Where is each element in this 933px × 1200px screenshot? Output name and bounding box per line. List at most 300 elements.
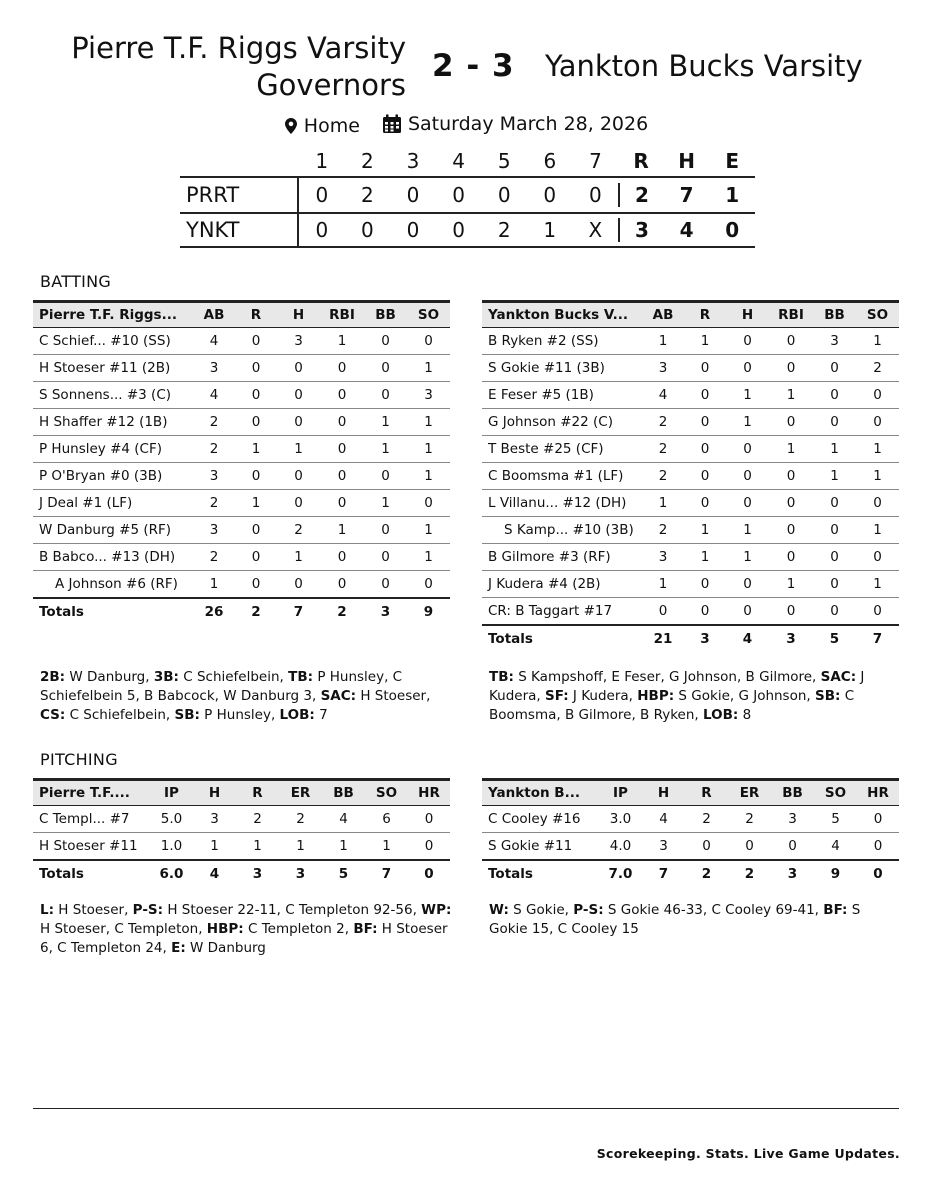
game-meta [0,113,933,139]
stat-value: 4 [642,806,685,833]
home-pitching-table [33,778,450,887]
pitching-section-title: PITCHING [40,750,118,769]
stat-value: 0 [813,571,856,598]
table-row [482,544,899,571]
totals-value: 0 [408,860,450,887]
stat-value: 4 [322,806,365,833]
totals-value: 3 [236,860,279,887]
note-value: W Danburg, [65,669,154,685]
inning-score: 0 [361,218,374,242]
totals-value: 7.0 [599,860,642,887]
stat-table-head [482,302,899,328]
stat-column-header: R [684,302,726,328]
stat-value: 1 [320,517,364,544]
stat-table-head [33,780,450,806]
note-key: WP: [421,902,452,918]
stat-value: 0 [856,490,899,517]
totals-label: Totals [33,598,193,625]
stat-value: 2 [236,806,279,833]
stat-value: 3 [193,806,236,833]
stat-value: 0 [235,517,277,544]
stat-value: 1 [364,409,407,436]
table-row [482,517,899,544]
totals-value: 2 [235,598,277,625]
table-row [33,571,450,598]
rhe-header: E [725,149,740,173]
stat-value: 1 [407,355,450,382]
stat-value: 0 [769,463,813,490]
rhe-value: 0 [725,218,740,242]
stat-value: 1 [407,409,450,436]
totals-value: 2 [728,860,771,887]
stat-value: 1 [277,544,320,571]
note-value: J Kudera, [568,688,638,704]
stat-value: 6 [365,806,408,833]
note-value: C Schiefelbein, [65,707,175,723]
inning-header: 1 [315,149,329,173]
stat-table-body [482,806,899,887]
totals-value: 4 [193,860,236,887]
stat-value: 1 [769,436,813,463]
footer-tagline: Scorekeeping. Stats. Live Game Updates. [596,1146,900,1161]
totals-row [33,860,450,887]
stat-value: 0 [726,328,769,355]
player-name: C Schief... #10 (SS) [33,328,193,355]
totals-value: 3 [771,860,814,887]
stat-value: 1 [193,571,235,598]
player-name: L Villanu... #12 (DH) [482,490,642,517]
table-row [33,517,450,544]
location [285,115,360,137]
stat-value: 0 [813,409,856,436]
stat-column-header: ER [728,780,771,806]
stat-value: 1 [726,382,769,409]
stat-value: 0 [407,571,450,598]
stat-value: 3 [813,328,856,355]
inning-header: 2 [361,149,374,173]
player-name: H Stoeser #11 [33,833,150,860]
stat-value: 0 [320,490,364,517]
stat-value: 1 [277,436,320,463]
totals-value: 4 [726,625,769,652]
totals-value: 5 [322,860,365,887]
stat-value: 3 [642,833,685,860]
stat-column-header: H [277,302,320,328]
stat-column-header: BB [771,780,814,806]
stat-value: 0 [364,571,407,598]
stat-value: 0 [684,571,726,598]
stat-value: 1 [365,833,408,860]
away-team-name: Yankton Bucks Varsity [545,49,863,83]
stat-value: 4 [193,328,235,355]
stat-value: 0 [728,833,771,860]
stat-column-header: H [642,780,685,806]
stat-table [33,778,450,887]
rhe-value: 4 [679,218,694,242]
table-row [33,833,450,860]
note-key: SAC: [820,669,857,685]
stat-value: 0 [364,463,407,490]
note-value: S Gokie 15, C Cooley 15 [489,902,861,937]
stat-value: 0 [857,806,899,833]
note-value: C Templeton 2, [243,921,354,937]
table-row [33,355,450,382]
note-value: H Stoeser 22-11, C Templeton 92-56, [163,902,422,918]
date-text: Saturday March 28, 2026 [407,113,649,135]
player-name: C Templ... #7 [33,806,150,833]
note-key: 3B: [153,669,179,685]
stat-column-header: ER [279,780,322,806]
player-name: B Ryken #2 (SS) [482,328,642,355]
stat-value: 1 [407,436,450,463]
stat-column-header: BB [364,302,407,328]
stat-value: 0 [320,355,364,382]
table-row [482,571,899,598]
stat-value: 0 [408,806,450,833]
table-row [482,806,899,833]
stat-value: 0 [771,833,814,860]
stat-value: 1 [856,328,899,355]
stat-column-header: BB [322,780,365,806]
note-value: S Kampshoff, E Feser, G Johnson, B Gilmore, [513,669,821,685]
stat-value: 1 [235,490,277,517]
stat-value: 0 [235,544,277,571]
header-row [33,780,450,806]
totals-value: 2 [320,598,364,625]
totals-row [482,860,899,887]
stat-value: 0 [235,355,277,382]
table-row [482,409,899,436]
stat-column-header: R [685,780,728,806]
note-key: E: [171,940,186,956]
stat-value: 1 [684,517,726,544]
home-batting-notes [40,668,450,725]
stat-value: 0 [277,409,320,436]
stat-value: 0 [364,355,407,382]
table-row [482,490,899,517]
note-key: HBP: [637,688,675,704]
totals-label: Totals [482,625,642,652]
stat-value: 0 [277,355,320,382]
stat-table-head [482,780,899,806]
table-row [33,409,450,436]
stat-value: 0 [235,382,277,409]
stat-value: 1 [279,833,322,860]
stat-value: 0 [407,490,450,517]
stat-column-header: IP [599,780,642,806]
player-name: T Beste #25 (CF) [482,436,642,463]
note-value: 7 [314,707,328,723]
stat-value: 0 [277,463,320,490]
note-key: SF: [545,688,569,704]
stat-table-body [33,806,450,887]
totals-row [33,598,450,625]
inning-score: 2 [497,218,511,242]
stat-value: 1 [813,436,856,463]
stat-value: 0 [364,544,407,571]
away-pitching-notes [489,901,899,939]
stat-table [33,300,450,625]
map-pin-icon [285,118,297,134]
stat-value: 0 [857,833,899,860]
stat-value: 1 [322,833,365,860]
stat-value: 1.0 [150,833,193,860]
stat-value: 3 [642,355,684,382]
totals-label: Totals [482,860,599,887]
calendar-icon [382,114,402,134]
stat-value: 1 [320,328,364,355]
stat-value: 0 [685,833,728,860]
totals-value: 6.0 [150,860,193,887]
inning-score: 0 [452,218,465,242]
line-score-header [180,146,755,176]
stat-column-header: IP [150,780,193,806]
inning-header: 3 [406,149,420,173]
stat-value: 2 [193,490,235,517]
totals-value: 7 [856,625,899,652]
totals-value: 3 [769,625,813,652]
stat-value: 0 [364,517,407,544]
stat-column-header: RBI [320,302,364,328]
rhe-value: 7 [679,183,694,207]
stat-value: 3 [407,382,450,409]
note-key: SB: [174,707,200,723]
stat-column-header: SO [365,780,408,806]
stat-value: 0 [769,409,813,436]
totals-value: 3 [364,598,407,625]
stat-value: 1 [813,463,856,490]
table-row [482,355,899,382]
player-name: C Cooley #16 [482,806,599,833]
stat-table [482,778,899,887]
stat-value: 0 [642,598,684,625]
stat-value: 0 [684,382,726,409]
home-batting-table [33,300,450,625]
stat-table-body [482,328,899,652]
stat-value: 1 [236,833,279,860]
table-row [33,463,450,490]
stat-column-header: SO [856,302,899,328]
stat-value: 1 [407,517,450,544]
table-row [482,382,899,409]
player-name: J Kudera #4 (2B) [482,571,642,598]
inning-header: 4 [452,149,465,173]
table-row [33,382,450,409]
note-value: H Stoeser, [54,902,133,918]
inning-score: 0 [543,183,557,207]
stat-value: 1 [856,571,899,598]
stat-value: 2 [193,436,235,463]
stat-value: 0 [684,598,726,625]
stat-column-header: AB [642,302,684,328]
stat-value: 0 [235,463,277,490]
stat-value: 1 [856,463,899,490]
player-name: E Feser #5 (1B) [482,382,642,409]
table-row [482,833,899,860]
header-row [482,780,899,806]
stat-value: 4 [642,382,684,409]
inning-header: 5 [497,149,511,173]
home-team-line1: Pierre T.F. Riggs Varsity [71,31,406,65]
stat-value: 0 [813,355,856,382]
stat-column-header: BB [813,302,856,328]
player-name: S Sonnens... #3 (C) [33,382,193,409]
stat-value: 0 [856,382,899,409]
note-key: SB: [815,688,841,704]
table-row [482,436,899,463]
stat-value: 0 [726,463,769,490]
stat-value: 0 [856,544,899,571]
note-value: H Stoeser 6, C Templeton 24, [40,921,448,956]
inning-score: 0 [497,183,511,207]
stat-value: 0 [769,328,813,355]
stat-value: 1 [684,328,726,355]
player-name: P Hunsley #4 (CF) [33,436,193,463]
stat-value: 2 [685,806,728,833]
stat-value: 0 [856,598,899,625]
totals-value: 21 [642,625,684,652]
stat-value: 0 [277,382,320,409]
stat-value: 1 [364,490,407,517]
stat-value: 4 [814,833,857,860]
away-batting-notes [489,668,899,725]
inning-score: 0 [589,183,602,207]
home-pitching-notes [40,901,455,958]
stat-value: 0 [813,598,856,625]
note-value: H Stoeser, [356,688,431,704]
stat-value: 1 [407,463,450,490]
stat-value: 0 [726,571,769,598]
table-row [33,544,450,571]
table-row [482,328,899,355]
inning-score: 0 [315,183,329,207]
stat-value: 0 [277,490,320,517]
home-team-line2: Governors [256,68,406,102]
stat-column-header: AB [193,302,235,328]
totals-value: 0 [857,860,899,887]
stat-value: 4 [193,382,235,409]
stat-value: 3.0 [599,806,642,833]
note-key: BF: [823,902,848,918]
stat-value: 0 [320,544,364,571]
player-name: H Shaffer #12 (1B) [33,409,193,436]
header-row [482,302,899,328]
stat-value: 0 [856,409,899,436]
stat-value: 5 [814,806,857,833]
stat-value: 0 [320,463,364,490]
inning-header: 6 [543,149,557,173]
stat-value: 2 [193,544,235,571]
totals-value: 26 [193,598,235,625]
stat-value: 0 [813,490,856,517]
player-name: G Johnson #22 (C) [482,409,642,436]
note-value: H Stoeser, C Templeton, [40,921,207,937]
stat-value: 0 [320,571,364,598]
stat-column-header: HR [857,780,899,806]
stat-value: 0 [813,382,856,409]
table-row [33,806,450,833]
stat-value: 2 [277,517,320,544]
stat-column-header: R [235,302,277,328]
totals-value: 3 [684,625,726,652]
player-name: H Stoeser #11 (2B) [33,355,193,382]
rhe-header: R [633,149,649,173]
stat-value: 0 [769,490,813,517]
stat-value: 0 [684,409,726,436]
player-name: W Danburg #5 (RF) [33,517,193,544]
stat-table [482,300,899,652]
inning-header: 7 [589,149,602,173]
stat-value: 1 [407,544,450,571]
stat-value: 0 [813,517,856,544]
stat-value: 0 [726,598,769,625]
stat-value: 0 [726,355,769,382]
team-column-header: Pierre T.F.... [33,780,150,806]
final-score: 2 - 3 [432,48,515,84]
stat-value: 4.0 [599,833,642,860]
team-column-header: Yankton Bucks V... [482,302,642,328]
stat-value: 3 [193,463,235,490]
stat-value: 0 [235,571,277,598]
note-value: P Hunsley, [199,707,280,723]
batting-section-title: BATTING [40,272,112,291]
stat-value: 2 [728,806,771,833]
stat-value: 3 [277,328,320,355]
stat-column-header: H [193,780,236,806]
stat-value: 0 [684,355,726,382]
inning-score: 0 [406,218,420,242]
stat-value: 2 [856,355,899,382]
stat-value: 1 [726,517,769,544]
stat-value: 0 [277,571,320,598]
player-name: C Boomsma #1 (LF) [482,463,642,490]
stat-value: 0 [769,517,813,544]
home-team-name [26,30,406,104]
player-name: B Babco... #13 (DH) [33,544,193,571]
stat-value: 0 [726,490,769,517]
line-score-row [180,176,755,212]
rhe-header: H [678,149,696,173]
line-score [180,146,755,248]
table-row [482,598,899,625]
note-value: C Boomsma, B Gilmore, B Ryken, [489,688,855,723]
stat-value: 3 [193,355,235,382]
note-value: S Gokie, [508,902,574,918]
totals-value: 9 [407,598,450,625]
stat-value: 0 [364,328,407,355]
stat-value: 0 [320,409,364,436]
note-key: W: [489,902,509,918]
note-key: CS: [40,707,66,723]
note-key: P-S: [573,902,604,918]
player-name: CR: B Taggart #17 [482,598,642,625]
line-score-team: PRRT [180,178,299,212]
away-batting-table [482,300,899,652]
stat-column-header: SO [814,780,857,806]
player-name: A Johnson #6 (RF) [33,571,193,598]
stat-value: 3 [642,544,684,571]
inning-score: X [588,218,603,242]
player-name: B Gilmore #3 (RF) [482,544,642,571]
note-key: SAC: [320,688,357,704]
stat-value: 0 [726,436,769,463]
stat-value: 0 [769,355,813,382]
stat-value: 0 [684,490,726,517]
rhe-value: 1 [725,183,740,207]
table-row [33,328,450,355]
stat-value: 3 [193,517,235,544]
stat-value: 2 [642,463,684,490]
